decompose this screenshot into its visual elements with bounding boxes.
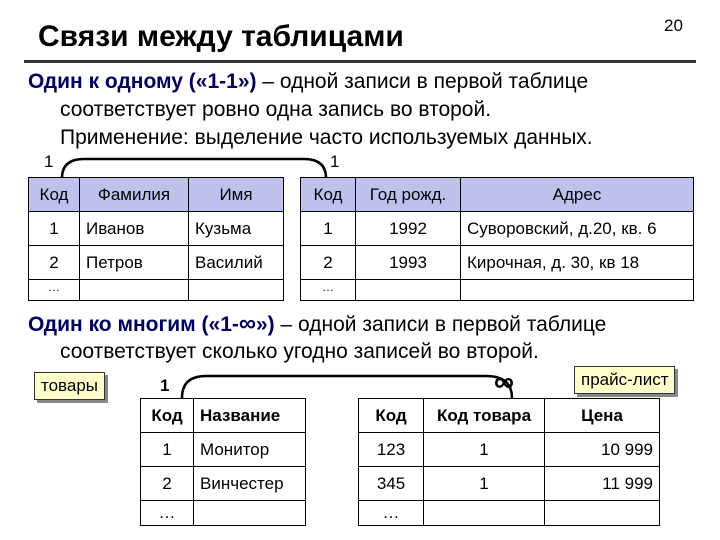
table-cell: Кузьма: [189, 212, 284, 246]
table-cell: Суворовский, д.20, кв. 6: [461, 212, 694, 246]
table-cell: Монитор: [194, 433, 306, 467]
table-cell: 2: [301, 246, 356, 280]
column-header: Адрес: [461, 178, 694, 212]
table-cell: Петров: [80, 246, 189, 280]
slide-title: Связи между таблицами: [38, 20, 404, 53]
column-header: Код товара: [424, 399, 545, 433]
goods-callout: товары: [34, 372, 105, 400]
table-row: [301, 212, 694, 246]
one-to-many-connector: [182, 376, 512, 398]
table-row: [301, 246, 694, 280]
one-to-many-heading: [28, 310, 275, 337]
table-cell: 2: [141, 467, 194, 501]
ellipsis-cell: …: [301, 280, 356, 301]
table-cell: 1992: [356, 212, 461, 246]
table-cell: Иванов: [80, 212, 189, 246]
column-header: Код: [29, 178, 80, 212]
table-row: [141, 433, 306, 467]
column-header: Код: [301, 178, 356, 212]
one-to-one-heading: Один к одному («1-1»): [28, 70, 257, 93]
column-header: Код: [141, 399, 194, 433]
table-row: [359, 433, 660, 467]
persons-table: [28, 177, 284, 301]
column-header: Название: [194, 399, 306, 433]
one-to-one-right-mark: 1: [330, 152, 340, 171]
table-cell: 1: [424, 433, 545, 467]
table-cell: 1: [424, 467, 545, 501]
column-header: Фамилия: [80, 178, 189, 212]
one-to-many-line1: [28, 310, 606, 339]
table-cell: 2: [29, 246, 80, 280]
table-cell: 1: [301, 212, 356, 246]
price-list-table: [358, 398, 660, 526]
table-cell: 11 999: [545, 467, 660, 501]
page-number: 20: [664, 16, 683, 35]
table-cell: Кирочная, д. 30, кв 18: [461, 246, 694, 280]
one-to-many-right-mark: ∞: [494, 366, 514, 397]
table-row: [29, 280, 284, 301]
table-cell: 345: [359, 467, 424, 501]
table-cell: [356, 280, 461, 301]
table-row: [141, 501, 306, 526]
goods-table: [140, 398, 306, 526]
table-cell: [80, 280, 189, 301]
table-cell: 1: [29, 212, 80, 246]
ellipsis-cell: …: [359, 501, 424, 526]
table-cell: 1: [141, 433, 194, 467]
one-to-many-heading-pre: Один ко многим («1-: [28, 313, 239, 336]
addresses-table: [300, 177, 694, 301]
one-to-many-left-mark: 1: [160, 376, 170, 395]
one-to-many-line1-text: – одной записи в первой таблице: [274, 313, 607, 336]
one-to-many-line2: соответствует сколько угодно записей во второй.: [60, 340, 539, 363]
one-to-many-heading-post: »): [256, 313, 275, 336]
table-cell: 10 999: [545, 433, 660, 467]
table-row: [359, 501, 660, 526]
table-cell: Винчестер: [194, 467, 306, 501]
column-header: Год рожд.: [356, 178, 461, 212]
one-to-one-left-mark: 1: [44, 152, 54, 171]
ellipsis-cell: …: [29, 280, 80, 301]
table-cell: 1993: [356, 246, 461, 280]
ellipsis-cell: …: [141, 501, 194, 526]
one-to-one-line2: соответствует ровно одна запись во второй.: [60, 98, 492, 121]
table-cell: [461, 280, 694, 301]
table-cell: [545, 501, 660, 526]
one-to-one-connector: [62, 159, 326, 178]
infinity-icon: ∞: [238, 310, 256, 337]
table-cell: [194, 501, 306, 526]
column-header: Код: [359, 399, 424, 433]
table-row: [301, 280, 694, 301]
table-row: [29, 212, 284, 246]
table-row: [29, 246, 284, 280]
table-cell: [424, 501, 545, 526]
table-cell: [189, 280, 284, 301]
table-row: [359, 467, 660, 501]
one-to-one-line1-text: – одной записи в первой таблице: [256, 70, 589, 93]
table-row: [141, 467, 306, 501]
column-header: Цена: [545, 399, 660, 433]
table-cell: 123: [359, 433, 424, 467]
table-cell: Василий: [189, 246, 284, 280]
price-list-callout: прайс-лист: [574, 366, 675, 394]
column-header: Имя: [189, 178, 284, 212]
one-to-one-line3: Применение: выделение часто используемых данных.: [60, 126, 593, 149]
